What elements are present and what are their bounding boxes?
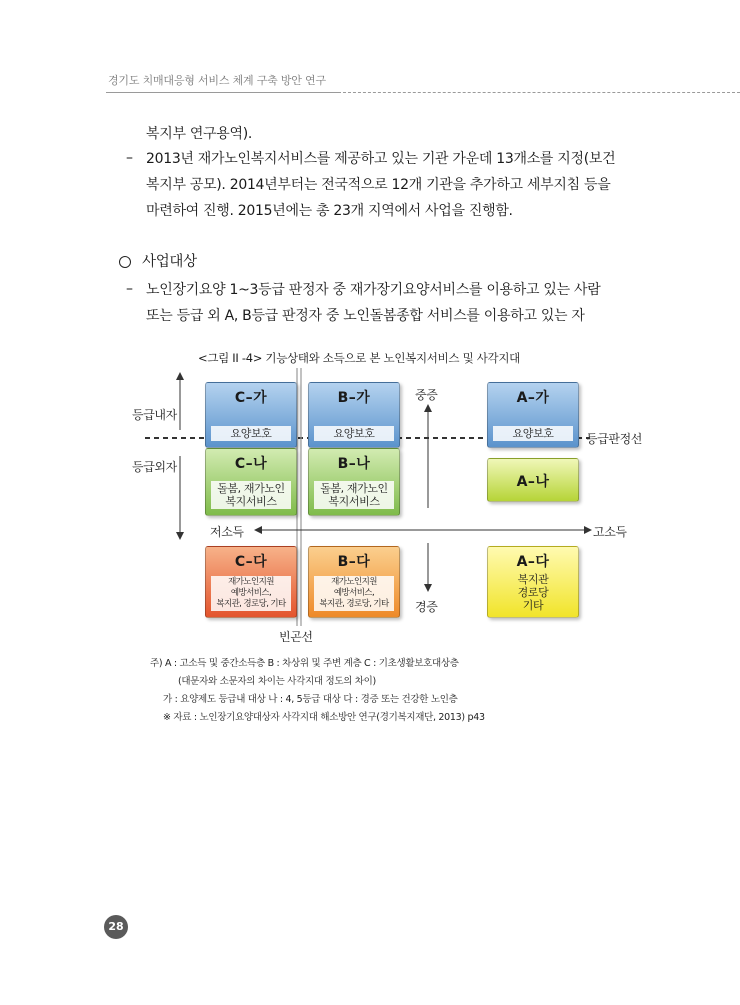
box-b-ga	[308, 382, 400, 448]
body-line: 복지부 공모). 2014년부터는 전국적으로 12개 기관을 추가하고 세부지침 등을	[146, 177, 611, 193]
box-title: B–나	[337, 456, 371, 472]
box-text-line: 복지관, 경로당, 기타	[319, 599, 389, 609]
body-line: 또는 등급 외 A, B등급 판정자 중 노인돌봄종합 서비스를 이용하고 있는 자	[146, 308, 585, 324]
label-low-income: 저소득	[210, 525, 244, 539]
label-high-income: 고소득	[593, 525, 627, 539]
circle-bullet-icon	[119, 256, 131, 268]
box-text-line: 예방서비스,	[333, 588, 375, 598]
label-mild: 경증	[415, 600, 438, 614]
note-legend: 가 : 요양제도 등급내 대상 나 : 4, 5등급 대상 다 : 경증 또는 건강한 노인층	[163, 694, 458, 705]
box-text-line: 돌봄, 재가노인	[217, 482, 285, 495]
note-source: ※ 자료 : 노인장기요양대상자 사각지대 해소방안 연구(경기복지재단, 2013) p43	[163, 712, 485, 723]
box-text-line: 재가노인지원	[228, 577, 274, 587]
box-title: C–다	[234, 554, 268, 570]
box-title: A–가	[516, 390, 550, 406]
box-text: 요양보호	[314, 426, 394, 441]
body-line: 노인장기요양 1~3등급 판정자 중 재가장기요양서비스를 이용하고 있는 사람	[146, 282, 601, 298]
body-line: 마련하여 진행. 2015년에는 총 23개 지역에서 사업을 진행함.	[146, 203, 513, 219]
box-text-line: 기타	[522, 599, 544, 612]
label-poverty-line: 빈곤선	[279, 630, 313, 644]
page-number: 28	[104, 915, 128, 939]
label-grade-line: 등급판정선	[586, 432, 642, 446]
label-severe: 중증	[415, 388, 438, 402]
box-text-line: 복지관, 경로당, 기타	[216, 599, 286, 609]
running-header: 경기도 치매대응형 서비스 체계 구축 방안 연구	[108, 74, 326, 87]
service-quadrant-diagram	[120, 368, 680, 648]
box-title: B–다	[337, 554, 371, 570]
box-text-line: 경로당	[517, 586, 549, 599]
box-title: C–가	[234, 390, 268, 406]
box-text-line: 예방서비스,	[230, 588, 272, 598]
dash-bullet: –	[126, 281, 133, 297]
header-rule-dashed	[338, 92, 740, 93]
box-text-line: 복지서비스	[328, 495, 380, 508]
body-line: 2013년 재가노인복지서비스를 제공하고 있는 기관 가운데 13개소를 지정(보건	[146, 151, 616, 167]
box-text-line: 복지서비스	[225, 495, 277, 508]
box-a-ga	[487, 382, 579, 448]
box-text	[314, 576, 394, 611]
box-text-line: 재가노인지원	[331, 577, 377, 587]
dash-bullet: –	[126, 150, 133, 166]
note-legend: (대문자와 소문자의 차이는 사각지대 정도의 차이)	[178, 676, 376, 687]
label-within-grade: 등급내자	[132, 408, 177, 422]
note-legend: 주) A : 고소득 및 중간소득층 B : 차상위 및 주변 계층 C : 기초생활보호대상층	[150, 658, 459, 669]
figure-caption: <그림 II -4> 기능상태와 소득으로 본 노인복지서비스 및 사각지대	[198, 351, 520, 365]
box-b-na	[308, 448, 400, 516]
diagram-lines	[120, 368, 680, 648]
box-text	[493, 572, 573, 613]
box-text-line: 돌봄, 재가노인	[320, 482, 388, 495]
box-text-line: 복지관	[517, 573, 549, 586]
box-a-na	[487, 458, 579, 502]
box-text	[211, 576, 291, 611]
box-c-na	[205, 448, 297, 516]
body-line: 복지부 연구용역).	[146, 126, 253, 142]
label-outside-grade: 등급외자	[132, 460, 177, 474]
header-rule	[106, 92, 338, 93]
box-title: A–나	[516, 474, 550, 490]
box-c-ga	[205, 382, 297, 448]
box-title: C–나	[234, 456, 268, 472]
box-c-da	[205, 546, 297, 618]
box-text	[211, 481, 291, 509]
section-title: 사업대상	[142, 254, 197, 270]
box-b-da	[308, 546, 400, 618]
box-title: A–다	[516, 554, 550, 570]
box-text: 요양보호	[493, 426, 573, 441]
box-a-da	[487, 546, 579, 618]
box-text	[314, 481, 394, 509]
box-text: 요양보호	[211, 426, 291, 441]
box-title: B–가	[337, 390, 371, 406]
